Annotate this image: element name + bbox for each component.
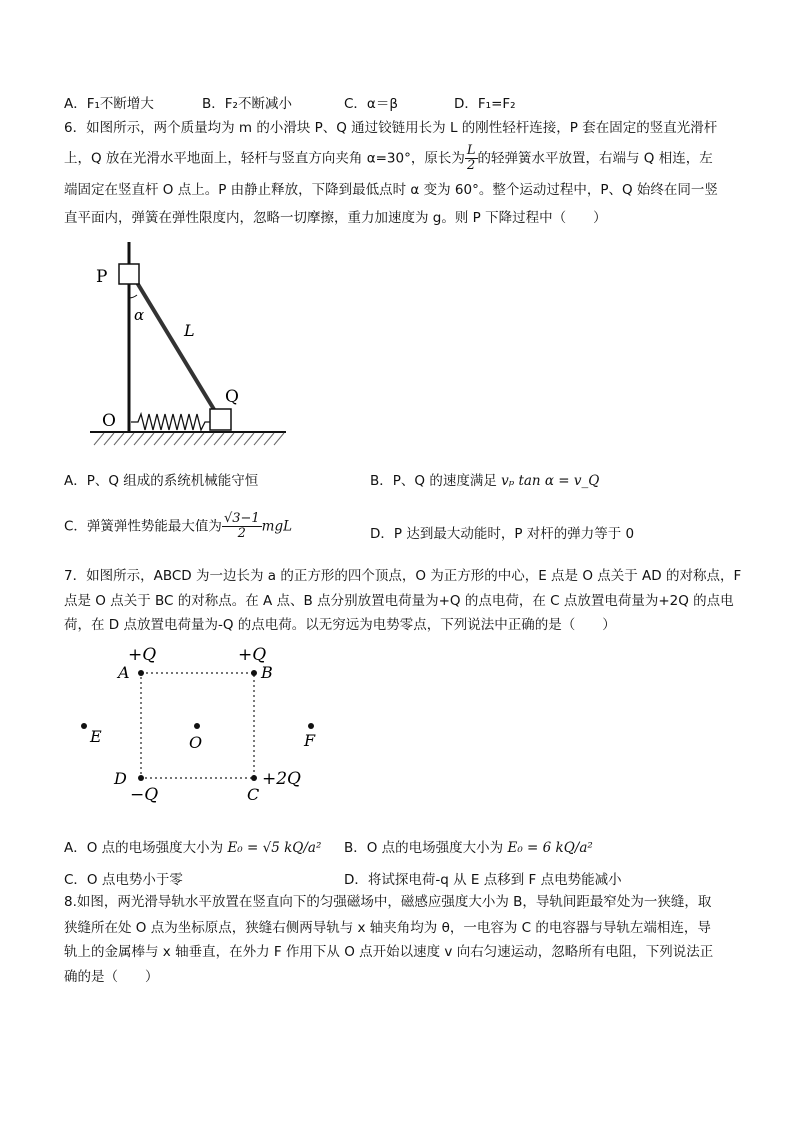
spring [131, 414, 210, 430]
label-f: F [304, 731, 316, 750]
charge-a: +Q [128, 645, 157, 665]
q7-stem-line1: 7．如图所示，ABCD 为一边长为 a 的正方形的四个顶点，O 为正方形的中心，E 点是 O 点关于 AD 的对称点，F [64, 568, 742, 584]
q6-option-c-tail: mgL [261, 518, 293, 535]
q7-option-b [344, 836, 593, 856]
q6-option-d: D．P 达到最大动能时，P 对杆的弹力等于 0 [370, 526, 635, 542]
label-c: C [247, 785, 260, 804]
q8-stem-line1: 8.如图，两光滑导轨水平放置在竖直向下的匀强磁场中，磁感应强度大小为 B，导轨间距最窄处为一狭缝，取 [64, 894, 712, 910]
q7-option-b-text: B．O 点的电场强度大小为 [344, 840, 504, 856]
q6-stem-line2 [64, 144, 713, 173]
q5-option-b: B．F₂不断减小 [202, 96, 292, 112]
q6-stem-line2-a: 上，Q 放在光滑水平地面上，轻杆与竖直方向夹角 α=30°，原长为 [64, 150, 465, 167]
block-p [119, 264, 139, 284]
q6-option-a: A．P、Q 组成的系统机械能守恒 [64, 473, 259, 489]
label-q: Q [225, 387, 239, 407]
point-a [138, 670, 144, 676]
q8-stem-line3: 轨上的金属棒与 x 轴垂直，在外力 F 作用下从 O 点开始以速度 v 向右匀速运动，忽略所有电阻，下列说法正 [64, 944, 714, 960]
q6-option-c-num: √3−1 [223, 511, 260, 526]
point-f [308, 723, 314, 729]
q6-option-c-fraction [222, 512, 262, 541]
q6-stem-line3: 端固定在竖直杆 O 点上。P 由静止释放，下降到最低点时 α 变为 60°。整个运动过程中，P、Q 始终在同一竖 [64, 182, 718, 198]
block-q [210, 409, 231, 430]
label-alpha: α [134, 306, 145, 324]
q6-option-c-text: C．弹簧弹性势能最大值为 [64, 518, 222, 535]
point-e [81, 723, 87, 729]
q6-option-b-formula: vₚ tan α = v_Q [501, 473, 600, 489]
q6-frac-den: 2 [467, 158, 476, 173]
q6-option-b-text: B．P、Q 的速度满足 [370, 473, 497, 489]
q7-stem-line2: 点是 O 点关于 BC 的对称点。在 A 点、B 点分别放置电荷量为+Q 的点电荷，在 C 点放置电荷量为+2Q 的点电 [64, 593, 734, 609]
q7-option-a-text: A．O 点的电场强度大小为 [64, 840, 224, 856]
label-d: D [114, 769, 127, 788]
q5-option-a: A．F₁不断增大 [64, 96, 154, 112]
q8-stem-line2: 狭缝所在处 O 点为坐标原点，狭缝右侧两导轨与 x 轴夹角均为 θ，一电容为 C 的电容器与导轨左端相连，导 [64, 920, 711, 936]
label-e: E [90, 727, 102, 746]
q7-option-b-formula: E₀ = 6 kQ/a² [507, 840, 593, 856]
label-l: L [184, 321, 195, 340]
q6-option-c [64, 512, 292, 541]
charge-d: −Q [130, 785, 159, 805]
ground-hatching [94, 433, 284, 445]
q5-option-d: D．F₁=F₂ [454, 96, 516, 112]
q7-option-a-formula: E₀ = √5 kQ/a² [227, 840, 322, 856]
point-o [194, 723, 200, 729]
q6-option-b [370, 469, 599, 489]
point-b [251, 670, 257, 676]
rigid-rod [133, 276, 218, 416]
q6-option-c-den: 2 [237, 526, 246, 541]
q5-option-c: C．α＝β [344, 96, 398, 112]
q8-stem-line4: 确的是（ ） [64, 969, 159, 985]
q6-figure [88, 240, 288, 455]
q7-option-a [64, 836, 321, 856]
point-d [138, 775, 144, 781]
label-o: O [102, 411, 116, 431]
q6-stem-line2-b: 的轻弹簧水平放置，右端与 Q 相连，左 [477, 150, 713, 167]
q7-option-c: C．O 点电势小于零 [64, 872, 183, 888]
label-a: A [118, 663, 130, 682]
q7-stem-line3: 荷，在 D 点放置电荷量为-Q 的点电荷。以无穷远为电势零点，下列说法中正确的是（ ） [64, 617, 616, 633]
label-p: P [96, 267, 108, 287]
label-b: B [261, 663, 273, 682]
charge-c: +2Q [262, 769, 301, 789]
q7-option-d: D．将试探电荷-q 从 E 点移到 F 点电势能减小 [344, 872, 622, 888]
q6-frac-num: L [466, 143, 476, 158]
q6-stem-line1: 6．如图所示，两个质量均为 m 的小滑块 P、Q 通过铰链用长为 L 的刚性轻杆连接，P 套在固定的竖直光滑杆 [64, 120, 718, 136]
label-o: O [189, 733, 203, 752]
q7-figure [74, 640, 334, 808]
point-c [251, 775, 257, 781]
charge-b: +Q [238, 645, 267, 665]
q6-stem-line4: 直平面内，弹簧在弹性限度内，忽略一切摩擦，重力加速度为 g。则 P 下降过程中（ ） [64, 210, 607, 226]
q6-spring-length-fraction [465, 144, 478, 173]
